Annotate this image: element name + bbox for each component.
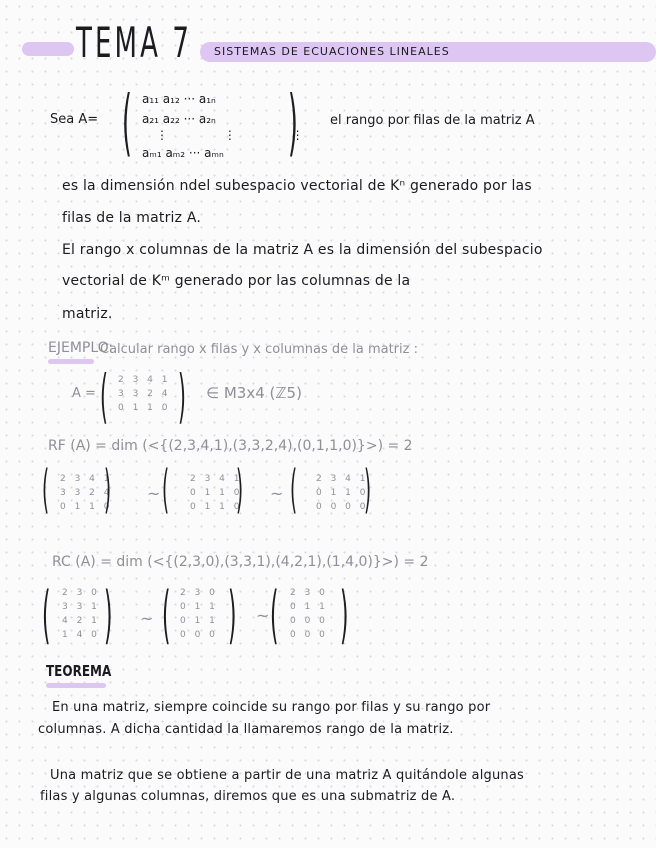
matrix-row: 1 4 0	[62, 630, 100, 640]
matrix-row: 0 1 1 0	[316, 488, 369, 498]
example-matrix	[118, 373, 171, 415]
matrix-right-paren: )	[340, 578, 349, 651]
matrix-row: 4 2 1	[62, 616, 100, 626]
example-text: Calcular rango x filas y x columnas de la matriz :	[100, 342, 418, 357]
matrix-row: 3 3 2 4	[118, 389, 171, 399]
matrix-row: ⋮ ⋮ ⋮	[156, 128, 330, 142]
matrix-left-paren: (	[290, 460, 298, 520]
theorem-label: TEOREMA	[46, 662, 112, 680]
matrix-row: a₁₁ a₁₂ ··· a₁ₙ	[142, 92, 216, 106]
matrix-row: 0 1 1 0	[118, 403, 171, 413]
matrix-row: 0 1 1	[180, 602, 218, 612]
col-matrix-3	[290, 586, 328, 642]
submatrix-line: Una matriz que se obtiene a partir de una matriz A quitándole algunas	[50, 768, 524, 783]
definition-line: El rango x columnas de la matriz A es la dimensión del subespacio	[62, 242, 543, 258]
matrix-set: ∈ M3x4 (ℤ5)	[206, 384, 302, 402]
matrix-row: 2 3 4 1	[60, 474, 113, 484]
page-subtitle: SISTEMAS DE ECUACIONES LINEALES	[214, 45, 450, 58]
example-label: EJEMPLO:	[48, 340, 114, 356]
equivalence-sign: ~	[270, 484, 284, 503]
matrix-left-paren: (	[42, 578, 51, 651]
matrix-row: 2 3 4 1	[118, 375, 171, 385]
matrix-left-paren: (	[270, 578, 279, 651]
matrix-right-paren: )	[288, 80, 298, 164]
matrix-row: 3 3 2 4	[60, 488, 113, 498]
matrix-right-paren: )	[228, 578, 237, 651]
example-underline	[48, 359, 94, 364]
matrix-right-paren: )	[104, 460, 112, 520]
sea-label: Sea A=	[50, 112, 99, 127]
example-matrix-label: A =	[72, 386, 96, 401]
definition-line: es la dimensión ndel subespacio vectorial de Kⁿ generado por las	[62, 178, 532, 194]
theorem-line: En una matriz, siempre coincide su rango por filas y su rango por	[52, 700, 491, 715]
matrix-right-paren: )	[104, 578, 113, 651]
equivalence-sign: ~	[256, 606, 270, 625]
matrix-right-paren: )	[364, 460, 372, 520]
matrix-row: 0 1 1 0	[190, 502, 243, 512]
matrix-row: 0 1 1	[180, 616, 218, 626]
matrix-row: 0 0 0	[290, 616, 328, 626]
matrix-row: 2 3 0	[180, 588, 218, 598]
matrix-row: 0 1 1 0	[190, 488, 243, 498]
matrix-row: 2 3 0	[290, 588, 328, 598]
row-matrix-2	[190, 472, 243, 514]
matrix-row: 2 3 0	[62, 588, 100, 598]
row-rank-formula: RF (A) = dim (<{(2,3,4,1),(3,3,2,4),(0,1,1,0)}>) = 2	[48, 438, 413, 454]
matrix-row: 3 3 1	[62, 602, 100, 612]
definition-line: vectorial de Kᵐ generado por las columnas de la	[62, 273, 411, 289]
equivalence-sign: ~	[140, 609, 154, 628]
definition-side-text: el rango por filas de la matriz A	[330, 113, 535, 128]
matrix-row: 2 3 4 1	[316, 474, 369, 484]
matrix-left-paren: (	[100, 362, 108, 430]
matrix-row: 0 1 1 0	[60, 502, 113, 512]
matrix-row: aₘ₁ aₘ₂ ··· aₘₙ	[142, 146, 224, 160]
col-matrix-1	[62, 586, 100, 642]
matrix-row: 0 0 0	[290, 630, 328, 640]
matrix-row: 0 1 1	[290, 602, 328, 612]
matrix-left-paren: (	[162, 578, 171, 651]
matrix-row: 0 0 0	[180, 630, 218, 640]
col-matrix-2	[180, 586, 218, 642]
matrix-left-paren: (	[42, 460, 50, 520]
matrix-left-paren: (	[162, 460, 170, 520]
definition-line: matriz.	[62, 306, 113, 322]
matrix-row: a₂₁ a₂₂ ··· a₂ₙ	[142, 112, 216, 126]
matrix-row: 2 3 4 1	[190, 474, 243, 484]
matrix-right-paren: )	[178, 362, 186, 430]
theorem-line: columnas. A dicha cantidad la llamaremos rango de la matriz.	[38, 722, 454, 737]
matrix-row: 0 0 0 0	[316, 502, 369, 512]
matrix-right-paren: )	[236, 460, 244, 520]
submatrix-line: filas y algunas columnas, diremos que es una submatriz de A.	[40, 789, 456, 804]
page-title: TEMA 7	[76, 18, 193, 67]
theorem-underline	[46, 683, 106, 688]
matrix-left-paren: (	[122, 80, 132, 164]
equivalence-sign: ~	[147, 484, 161, 503]
row-matrix-3	[316, 472, 369, 514]
column-rank-formula: RC (A) = dim (<{(2,3,0),(3,3,1),(4,2,1),(1,4,0)}>) = 2	[52, 554, 429, 570]
definition-line: filas de la matriz A.	[62, 210, 202, 226]
title-highlight-left	[22, 42, 74, 56]
